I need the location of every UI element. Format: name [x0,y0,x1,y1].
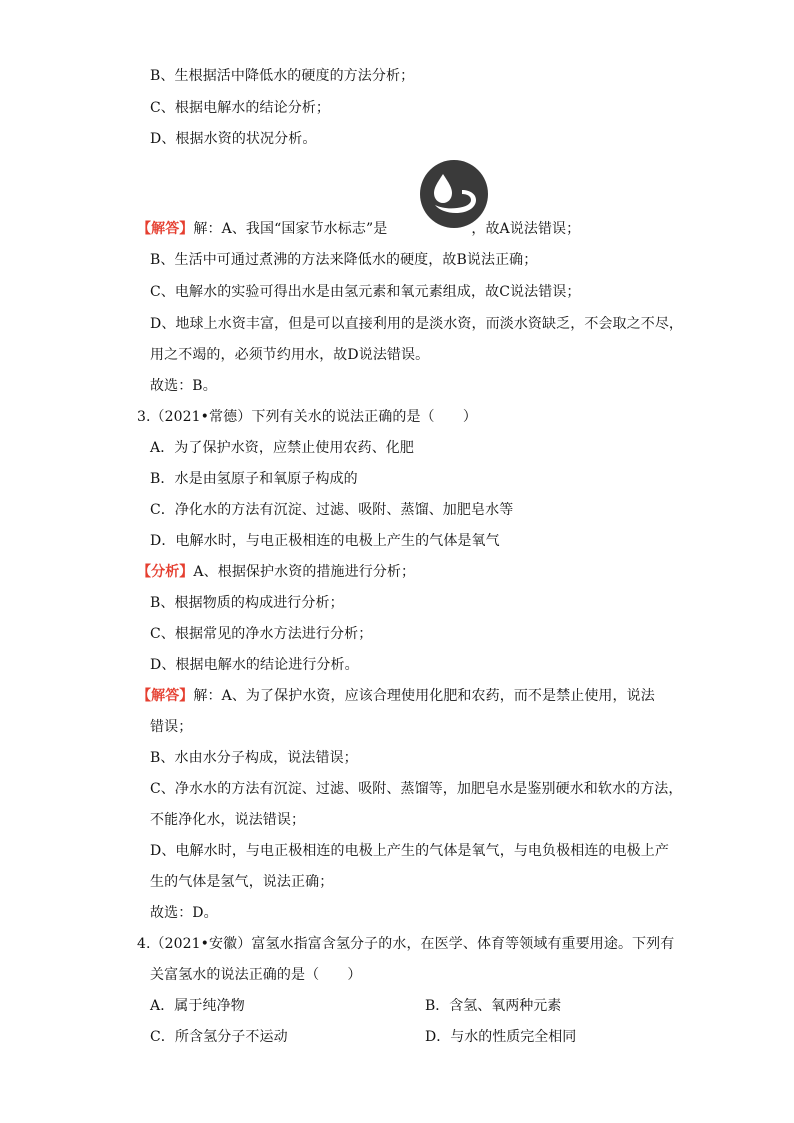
q4-option-c: C．所含氢分子不运动 [150,1029,288,1045]
q3-answer-6: D、电解水时，与电正极相连的电极上产生的气体是氧气，与电负极相连的电极上产 [150,843,669,859]
q3-answer-3: B、水由水分子构成，说法错误； [150,750,358,766]
prev-answer-choice: 故选：B。 [150,378,217,394]
q3-analysis-a [137,562,415,582]
q3-option-a: A．为了保护水资，应禁止使用农药、化肥 [150,440,415,456]
q4-stem-2: 关富氢水的说法正确的是（ ） [150,967,362,983]
analysis-tag: 【分析】 [137,564,194,580]
answer-tag: 【解答】 [137,221,194,237]
prev-answer-d1: D、地球上水资丰富，但是可以直接利用的是淡水资，而淡水资缺乏，不会取之不尽， [150,316,684,332]
q4-option-a: A．属于纯净物 [150,998,245,1014]
q3-answer-1 [137,686,655,706]
prev-answer-d2: 用之不竭的，必须节约用水，故D说法错误。 [150,347,430,363]
q4-option-b: B．含氢、氧两种元素 [425,998,562,1014]
q3-analysis-c: C、根据常见的净水方法进行分析； [150,626,373,642]
q3-analysis-d: D、根据电解水的结论进行分析。 [150,657,359,673]
prev-answer-b: B、生活中可通过煮沸的方法来降低水的硬度，故B说法正确； [150,252,538,268]
q3-answer-choice: 故选：D。 [150,905,218,921]
q3-stem: 3.（2021•常德）下列有关水的说法正确的是（ ） [137,409,477,425]
prev-answer-a-post: ，故A说法错误； [471,221,581,237]
prev-answer-a-pre: 解：A、我国“国家节水标志”是 [193,221,388,237]
q3-option-b: B．水是由氢原子和氧原子构成的 [150,471,358,487]
q3-option-d: D．电解水时，与电正极相连的电极上产生的气体是氧气 [150,533,500,549]
q4-stem-1: 4.（2021•安徽）富氢水指富含氢分子的水，在医学、体育等领域有重要用途。下列有 [137,936,675,952]
q4-option-d: D．与水的性质完全相同 [425,1029,577,1045]
q3-answer-4: C、净水水的方法有沉淀、过滤、吸附、蒸馏等，加肥皂水是鉴别硬水和软水的方法， [150,781,683,797]
answer-tag: 【解答】 [137,688,194,704]
q3-analysis-a-text: A、根据保护水资的措施进行分析； [193,564,416,580]
prev-answer-a [137,219,580,239]
q3-answer-5: 不能净化水，说法错误； [150,812,306,828]
prev-analysis-b: B、生根据活中降低水的硬度的方法分析； [150,68,415,84]
prev-analysis-d: D、根据水资的状况分析。 [150,131,317,147]
prev-analysis-c: C、根据电解水的结论分析； [150,100,331,116]
q3-analysis-b: B、根据物质的构成进行分析； [150,595,344,611]
q3-answer-1-text: 解：A、为了保护水资，应该合理使用化肥和农药，而不是禁止使用，说法 [193,688,655,704]
prev-answer-c: C、电解水的实验可得出水是由氢元素和氧元素组成，故C说法错误； [150,284,581,300]
q3-answer-2: 错误； [150,719,193,735]
q3-option-c: C．净化水的方法有沉淀、过滤、吸附、蒸馏、加肥皂水等 [150,502,514,518]
q3-answer-7: 生的气体是氢气，说法正确； [150,874,334,890]
